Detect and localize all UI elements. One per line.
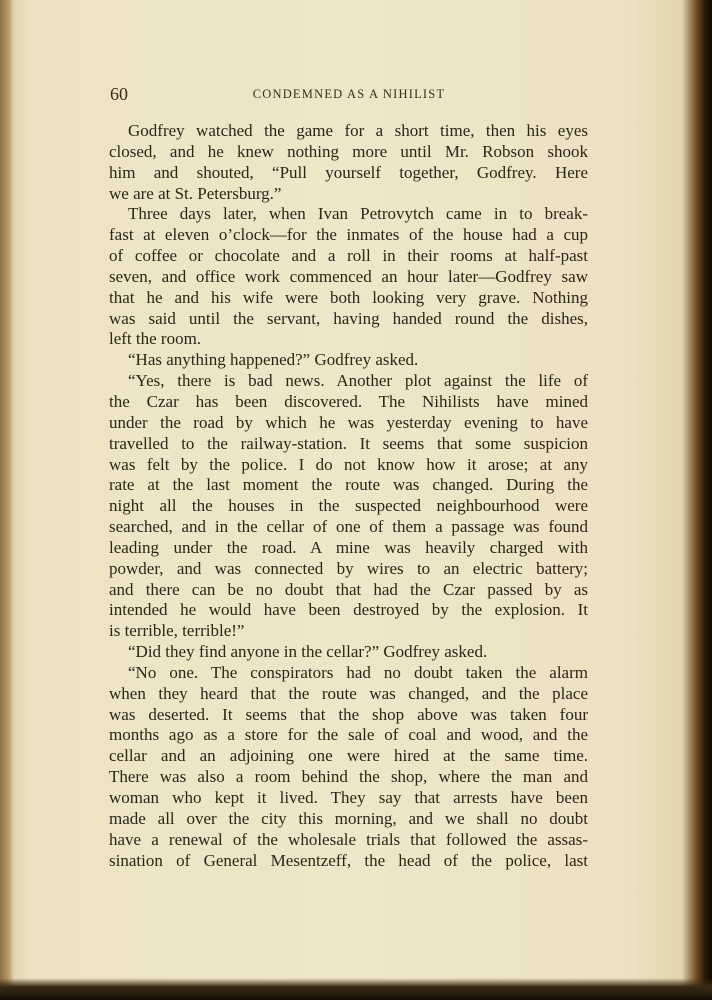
page-left-edge [0,0,14,1000]
book-spine-shadow [682,0,712,1000]
text-line: “No one. The conspirators had no doubt taken the alarm [128,662,588,682]
text-line: woman who kept it lived. They say that arrests have been [109,788,588,807]
running-title: CONDEMNED AS A NIHILIST [252,87,446,101]
text-line: closed, and he knew nothing more until Mr. Robson shook [109,141,588,161]
text-line: night all the houses in the suspected neighbourhood were [109,496,588,516]
text-line: made all over the city this morning, and we shall no doubt [109,808,588,828]
text-line: rate at the last moment the route was changed. During the [109,475,588,495]
text-line: “Did they find anyone in the cellar?” Godfrey asked. [128,642,488,662]
body-text [109,121,588,871]
text-line: have a renewal of the wholesale trials that followed the assas- [109,829,588,849]
page-bottom-edge [0,978,712,1000]
text-line: sination of General Mesentzeff, the head of the police, last [109,850,588,870]
text-line: There was also a room behind the shop, where the man and [109,767,588,787]
text-line: months ago as a store for the sale of coal and wood, and the [109,725,588,745]
text-line: under the road by which he was yesterday evening to have [109,412,588,432]
text-line: “Has anything happened?” Godfrey asked. [128,350,419,370]
text-line: Godfrey watched the game for a short time, then his eyes [128,121,588,140]
text-line: and there can be no doubt that had the Czar passed by as [109,579,588,599]
text-line: was deserted. It seems that the shop above was taken four [109,704,588,724]
text-line: “Yes, there is bad news. Another plot against the life of [128,371,588,391]
text-line: that he and his wife were both looking very grave. Nothing [109,287,588,307]
text-line: cellar and an adjoining one were hired at the same time. [109,746,588,766]
text-line: intended he would have been destroyed by the explosion. It [109,600,588,620]
text-line: was felt by the police. I do not know how it arose; at any [109,454,588,474]
text-line: seven, and office work commenced an hour later—Godfrey saw [109,266,588,286]
text-line: powder, and was connected by wires to an electric battery; [109,558,588,578]
page-number: 60 [110,84,128,104]
text-line: left the room. [109,329,202,349]
text-line: we are at St. Petersburg.” [109,183,282,203]
text-line: Three days later, when Ivan Petrovytch came in to break- [128,204,588,224]
text-line: searched, and in the cellar of one of them a passage was found [109,517,588,537]
text-line: leading under the road. A mine was heavily charged with [109,537,588,557]
text-line: the Czar has been discovered. The Nihilists have mined [109,391,588,411]
text-line: was said until the servant, having handed round the dishes, [109,308,588,328]
text-line: is terrible, terrible!” [109,621,245,641]
text-line: travelled to the railway-station. It seems that some suspicion [109,433,588,453]
text-line: fast at eleven o’clock—for the inmates of the house had a cup [109,225,588,245]
page-header [110,84,588,104]
text-line: him and shouted, “Pull yourself together, Godfrey. Here [109,162,588,182]
text-line: of coffee or chocolate and a roll in their rooms at half-past [109,246,588,266]
text-line: when they heard that the route was changed, and the place [109,683,588,703]
